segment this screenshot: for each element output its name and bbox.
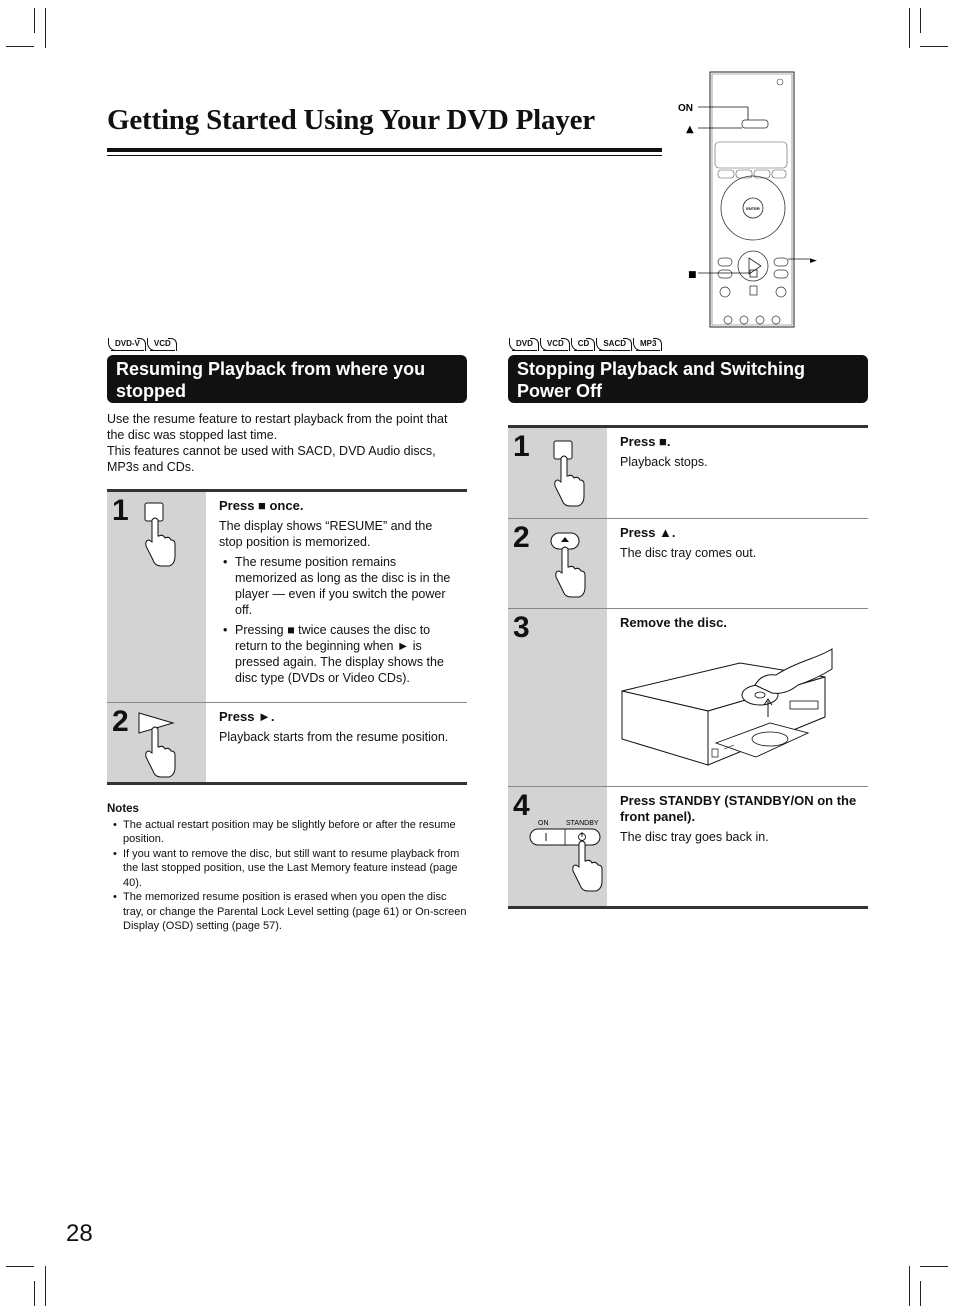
resume-step-1 bbox=[107, 492, 467, 702]
right-disc-badges bbox=[512, 338, 660, 351]
step-title: Press ►. bbox=[219, 709, 275, 724]
step-number: 3 bbox=[513, 611, 530, 644]
disc-badge: DVD bbox=[512, 338, 537, 351]
disc-badge: SACD bbox=[599, 338, 630, 351]
step-number: 2 bbox=[112, 705, 129, 738]
hand-pressing-stop-icon bbox=[550, 438, 590, 510]
step-text: The display shows “RESUME” and the stop position is memorized. bbox=[219, 519, 433, 549]
stop-steps bbox=[508, 425, 868, 909]
intro-paragraph: Use the resume feature to restart playback from the point that the disc was stopped last time. bbox=[107, 412, 448, 442]
stop-icon: ■ bbox=[688, 270, 697, 280]
dvd-player-disc-removal-illustration bbox=[620, 639, 835, 769]
section-heading-stop: Stopping Playback and Switching Power Off bbox=[508, 355, 868, 403]
step-bullet: • The resume position remains memorized as long as the disc is in the player — even if you switch the power off. bbox=[223, 554, 459, 618]
stop-step-3 bbox=[508, 608, 868, 786]
disc-badge: CD bbox=[574, 338, 594, 351]
resume-steps bbox=[107, 489, 467, 785]
step-number: 2 bbox=[513, 521, 530, 554]
resume-intro bbox=[107, 411, 467, 475]
step-bullet: • Pressing ■ twice causes the disc to return to the beginning when ► is pressed again. The display shows the disc type (DVDs or Video CDs). bbox=[223, 622, 459, 686]
step-title: Press ▲. bbox=[620, 525, 676, 540]
step-text: The disc tray goes back in. bbox=[620, 830, 769, 844]
intro-paragraph: This features cannot be used with SACD, DVD Audio discs, MP3s and CDs. bbox=[107, 444, 436, 474]
step-title: Press ■ once. bbox=[219, 498, 304, 513]
stop-step-4 bbox=[508, 786, 868, 906]
step-icon-panel bbox=[107, 492, 206, 702]
eject-icon: ▲ bbox=[686, 124, 694, 135]
disc-badge: DVD-V bbox=[111, 338, 144, 351]
note-item: • If you want to remove the disc, but still want to resume playback from the last stopped position, use the Last Memory feature instead (page 40). bbox=[113, 847, 467, 891]
stop-step-2 bbox=[508, 518, 868, 608]
standby-button-icon bbox=[528, 817, 606, 897]
stop-step-1 bbox=[508, 428, 868, 518]
disc-badge: VCD bbox=[150, 338, 175, 351]
hand-pressing-button-icon bbox=[141, 500, 181, 570]
resume-step-2 bbox=[107, 702, 467, 782]
step-title: Press ■. bbox=[620, 434, 671, 449]
section-heading-resume: Resuming Playback from where you stopped bbox=[107, 355, 467, 403]
notes bbox=[107, 802, 467, 934]
notes-title: Notes bbox=[107, 803, 139, 815]
title-rule bbox=[107, 148, 662, 152]
step-text: Playback starts from the resume position. bbox=[219, 730, 449, 744]
step-number: 1 bbox=[513, 430, 530, 463]
play-icon: ► bbox=[810, 256, 817, 266]
on-label: ON bbox=[538, 820, 549, 827]
step-icon-panel bbox=[107, 703, 206, 782]
disc-badge: VCD bbox=[543, 338, 568, 351]
step-icon-panel bbox=[508, 428, 607, 518]
page-title: Getting Started Using Your DVD Player bbox=[107, 104, 595, 136]
step-icon-panel bbox=[508, 787, 607, 906]
hand-pressing-play-icon bbox=[137, 711, 183, 781]
hand-pressing-eject-icon bbox=[548, 529, 592, 601]
step-text: Playback stops. bbox=[620, 455, 708, 469]
step-number: 4 bbox=[513, 789, 530, 822]
remote-on-label: ON bbox=[678, 103, 693, 114]
title-rule-thin bbox=[107, 155, 662, 156]
remote-control-illustration bbox=[670, 70, 830, 330]
step-icon-panel bbox=[508, 609, 607, 786]
disc-badge: MP3 bbox=[636, 338, 660, 351]
note-item: • The actual restart position may be slightly before or after the resume position. bbox=[113, 818, 467, 847]
note-item: • The memorized resume position is erased when you open the disc tray, or change the Parental Lock Level setting (page 61) or On-screen Display (OSD) setting (page 57). bbox=[113, 890, 467, 934]
enter-label: ENTER bbox=[746, 206, 760, 211]
step-icon-panel bbox=[508, 519, 607, 608]
step-text: The disc tray comes out. bbox=[620, 546, 757, 560]
step-title: Press STANDBY (STANDBY/ON on the front panel). bbox=[620, 793, 857, 824]
step-title: Remove the disc. bbox=[620, 615, 727, 630]
standby-label: STANDBY bbox=[566, 820, 599, 827]
step-number: 1 bbox=[112, 494, 129, 527]
left-disc-badges bbox=[111, 338, 175, 351]
page-number: 28 bbox=[66, 1220, 93, 1247]
